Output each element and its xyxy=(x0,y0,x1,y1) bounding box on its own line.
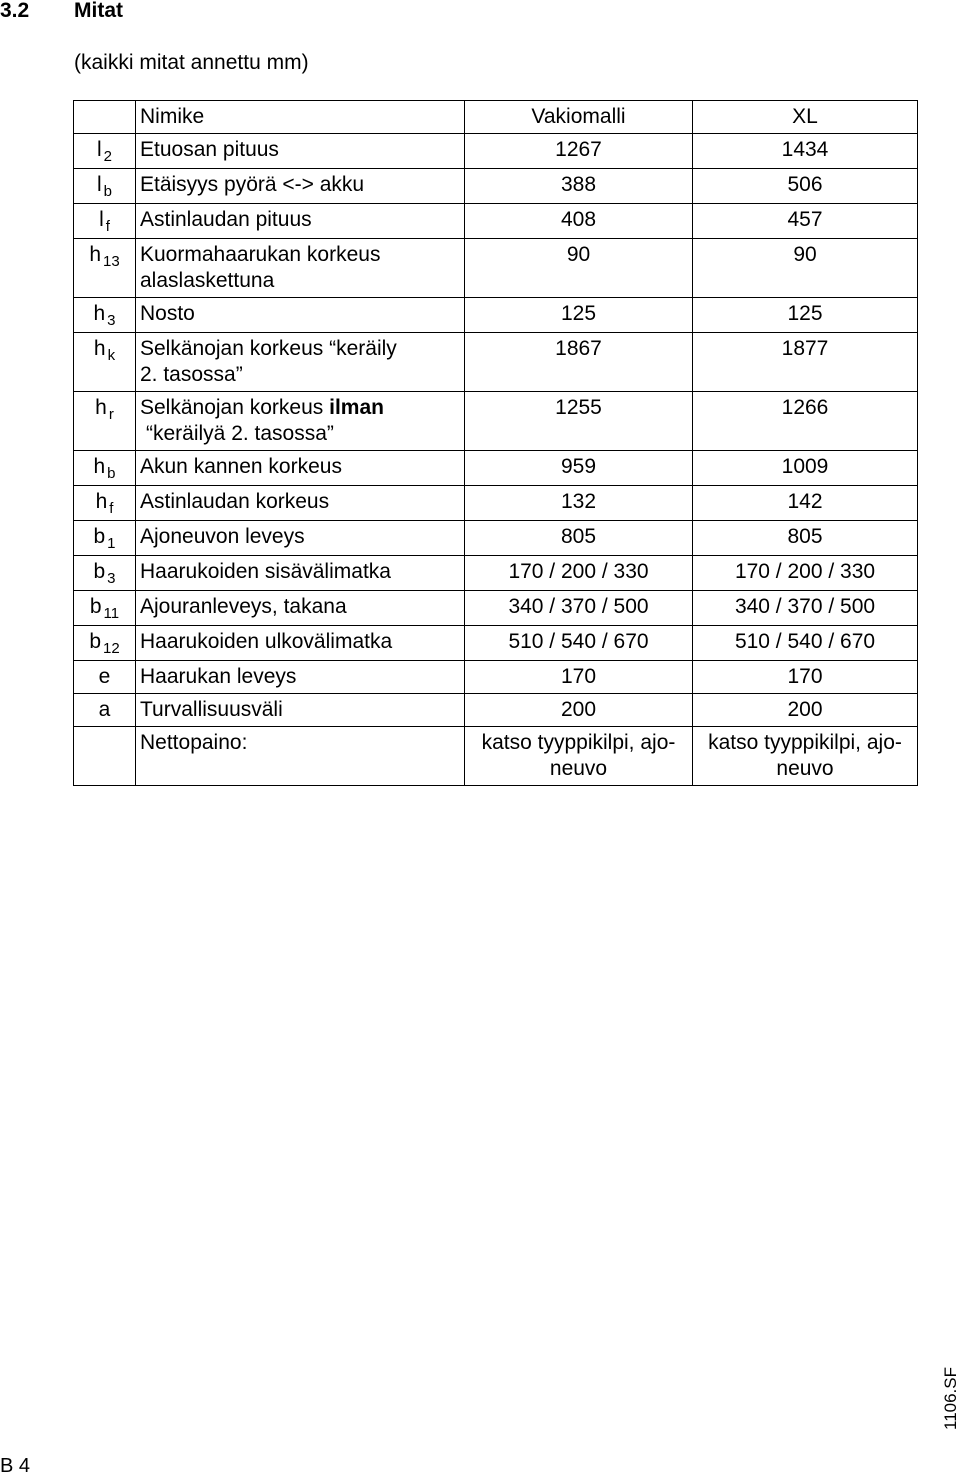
units-note: (kaikki mitat annettu mm) xyxy=(74,51,309,74)
table-row xyxy=(74,591,918,626)
symbol-cell: h $_b$ xyxy=(74,451,136,486)
symbol-cell: l $_2$ xyxy=(74,134,136,169)
xl-value: 142 xyxy=(693,486,918,521)
symbol-cell xyxy=(74,727,136,786)
standard-header: Vakiomalli xyxy=(465,101,693,134)
name-cell: Turvallisuusväli xyxy=(136,694,465,727)
table-row xyxy=(74,298,918,333)
table-row xyxy=(74,204,918,239)
xl-value: 90 xyxy=(693,239,918,298)
table-row xyxy=(74,661,918,694)
table-row xyxy=(74,727,918,786)
standard-value: 200 xyxy=(465,694,693,727)
xl-header: XL xyxy=(693,101,918,134)
name-cell: Etäisyys pyörä <-> akku xyxy=(136,169,465,204)
section-number: 3.2 xyxy=(0,0,30,22)
standard-value: 408 xyxy=(465,204,693,239)
page-number: B 4 xyxy=(0,1455,31,1477)
symbol-cell: a xyxy=(74,694,136,727)
name-cell: Astinlaudan pituus xyxy=(136,204,465,239)
symbol-cell: b $_3$ xyxy=(74,556,136,591)
standard-value: 132 xyxy=(465,486,693,521)
name-cell: Ajouranleveys, takana xyxy=(136,591,465,626)
symbol-header-cell xyxy=(74,101,136,134)
name-cell: Astinlaudan korkeus xyxy=(136,486,465,521)
dimensions-table xyxy=(73,100,918,786)
symbol-cell: b $_1$ xyxy=(74,521,136,556)
name-cell: Selkänojan korkeus “keräily 2. tasossa” xyxy=(136,333,465,392)
xl-value: 170 xyxy=(693,661,918,694)
xl-value: 1009 xyxy=(693,451,918,486)
xl-value: 340 / 370 / 500 xyxy=(693,591,918,626)
name-header: Nimike xyxy=(136,101,465,134)
symbol-cell: b $_{12}$ xyxy=(74,626,136,661)
table-row xyxy=(74,239,918,298)
table-row xyxy=(74,451,918,486)
symbol-cell: h $_r$ xyxy=(74,392,136,451)
name-cell: Haarukan leveys xyxy=(136,661,465,694)
name-cell: Haarukoiden sisävälimatka xyxy=(136,556,465,591)
xl-value: 1266 xyxy=(693,392,918,451)
standard-value: 170 xyxy=(465,661,693,694)
standard-value: 510 / 540 / 670 xyxy=(465,626,693,661)
name-cell: Selkänojan korkeus ilman “keräilyä 2. tasossa” xyxy=(136,392,465,451)
xl-value: 1877 xyxy=(693,333,918,392)
symbol-cell: h $_3$ xyxy=(74,298,136,333)
standard-value: 170 / 200 / 330 xyxy=(465,556,693,591)
symbol-cell: l $_f$ xyxy=(74,204,136,239)
standard-value: 388 xyxy=(465,169,693,204)
table-row xyxy=(74,392,918,451)
name-cell: Nettopaino: xyxy=(136,727,465,786)
table-row xyxy=(74,333,918,392)
standard-value: 125 xyxy=(465,298,693,333)
standard-value: 1267 xyxy=(465,134,693,169)
symbol-cell: h $_{13}$ xyxy=(74,239,136,298)
table-row xyxy=(74,694,918,727)
standard-value: 1255 xyxy=(465,392,693,451)
standard-value: 959 xyxy=(465,451,693,486)
table-row xyxy=(74,169,918,204)
xl-value: 200 xyxy=(693,694,918,727)
table-row xyxy=(74,486,918,521)
symbol-cell: l $_b$ xyxy=(74,169,136,204)
symbol-cell: e xyxy=(74,661,136,694)
xl-value: 457 xyxy=(693,204,918,239)
table-row xyxy=(74,521,918,556)
xl-value: 805 xyxy=(693,521,918,556)
xl-value: katso tyyppikilpi, ajo- neuvo xyxy=(693,727,918,786)
xl-value: 170 / 200 / 330 xyxy=(693,556,918,591)
name-cell: Akun kannen korkeus xyxy=(136,451,465,486)
symbol-cell: b $_{11}$ xyxy=(74,591,136,626)
standard-value: 805 xyxy=(465,521,693,556)
name-cell: Ajoneuvon leveys xyxy=(136,521,465,556)
section-title: Mitat xyxy=(74,0,123,22)
xl-value: 1434 xyxy=(693,134,918,169)
table-header-row xyxy=(74,101,918,134)
xl-value: 125 xyxy=(693,298,918,333)
xl-value: 510 / 540 / 670 xyxy=(693,626,918,661)
name-cell: Kuormahaarukan korkeus alaslaskettuna xyxy=(136,239,465,298)
table-row xyxy=(74,556,918,591)
standard-value: 90 xyxy=(465,239,693,298)
standard-value: 1867 xyxy=(465,333,693,392)
name-cell: Haarukoiden ulkovälimatka xyxy=(136,626,465,661)
name-cell: Nosto xyxy=(136,298,465,333)
standard-value: katso tyyppikilpi, ajo- neuvo xyxy=(465,727,693,786)
symbol-cell: h $_f$ xyxy=(74,486,136,521)
table-row xyxy=(74,626,918,661)
table-row xyxy=(74,134,918,169)
symbol-cell: h $_k$ xyxy=(74,333,136,392)
name-cell: Etuosan pituus xyxy=(136,134,465,169)
xl-value: 506 xyxy=(693,169,918,204)
document-code: 1106.SF xyxy=(941,1366,960,1430)
standard-value: 340 / 370 / 500 xyxy=(465,591,693,626)
